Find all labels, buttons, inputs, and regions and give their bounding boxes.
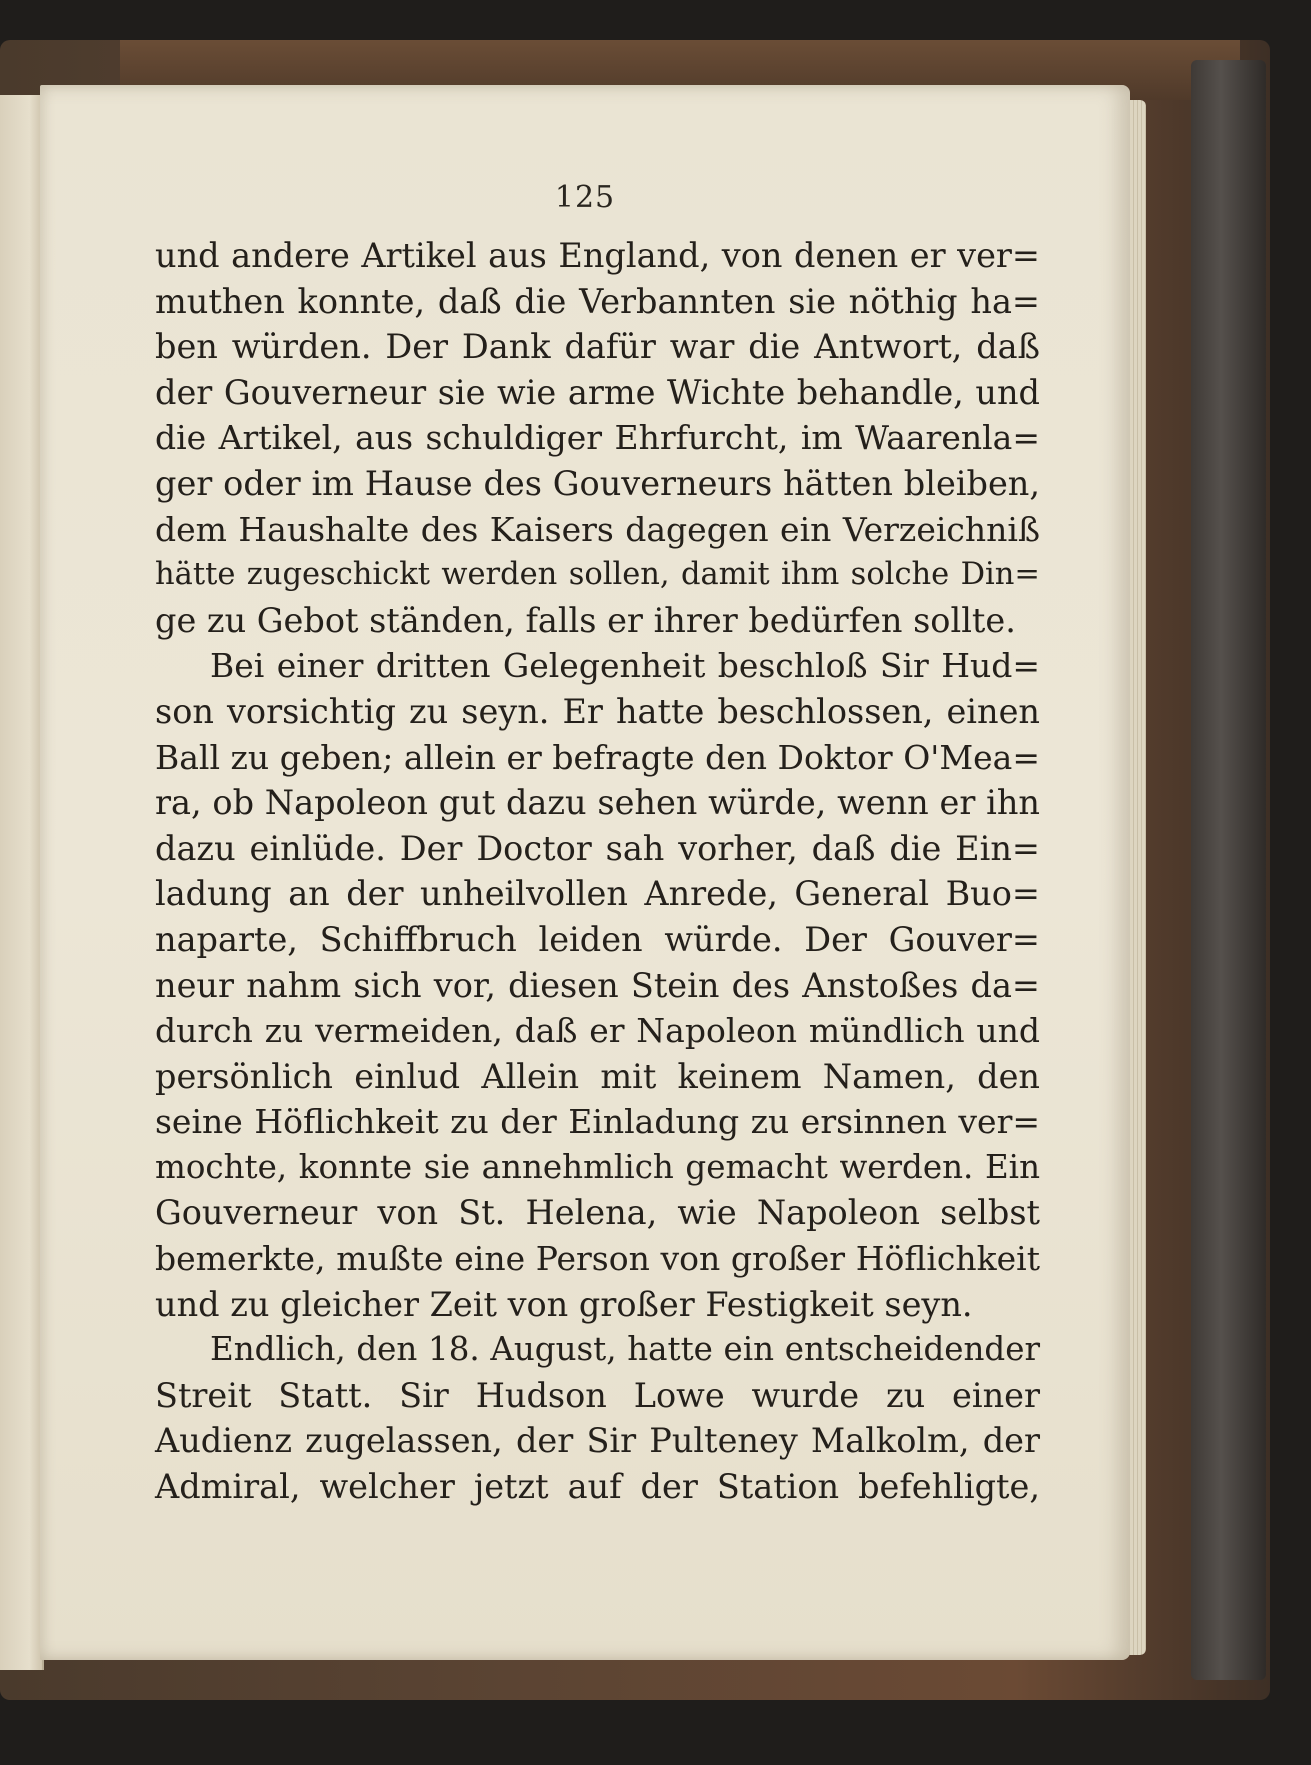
text-line: der Gouverneur sie wie arme Wichte behandle, und: [155, 372, 1040, 412]
text-line: Audienz zugelassen, der Sir Pulteney Malkolm, der: [155, 1421, 1040, 1461]
body-text: [155, 233, 1040, 1510]
text-line: son vorsichtig zu seyn. Er hatte beschlossen, einen: [155, 691, 1040, 731]
text-line: Bei einer dritten Gelegenheit beschloß Sir Hud=: [210, 646, 1040, 686]
text-line: Admiral, welcher jetzt auf der Station befehligte,: [155, 1467, 1040, 1507]
book-page: [40, 85, 1130, 1660]
text-line: und zu gleicher Zeit von großer Festigkeit seyn.: [155, 1284, 973, 1324]
text-line: und andere Artikel aus England, von denen er ver=: [155, 236, 1040, 275]
text-line: ladung an der unheilvollen Anrede, General Buo=: [155, 874, 1040, 914]
text-line: persönlich einlud Allein mit keinem Namen, den: [155, 1056, 1040, 1096]
text-line: dazu einlüde. Der Doctor sah vorher, daß die Ein=: [155, 828, 1040, 868]
text-line: durch zu vermeiden, daß er Napoleon mündlich und: [155, 1011, 1040, 1051]
binding-cloth-strip: [1191, 60, 1266, 1680]
text-line: die Artikel, aus schuldiger Ehrfurcht, im Waarenla=: [155, 418, 1040, 458]
text-line: ge zu Gebot ständen, falls er ihrer bedürfen sollte.: [155, 600, 1016, 640]
text-line: ben würden. Der Dank dafür war die Antwort, daß: [155, 327, 1040, 367]
text-line: mochte, konnte sie annehmlich gemacht werden. Ein: [155, 1147, 1040, 1186]
text-line: Streit Statt. Sir Hudson Lowe wurde zu einer: [155, 1375, 1040, 1415]
text-line: Gouverneur von St. Helena, wie Napoleon selbst: [155, 1193, 1040, 1233]
text-line: naparte, Schiffbruch leiden würde. Der Gouver=: [155, 919, 1040, 959]
text-line: Endlich, den 18. August, hatte ein entscheidender: [210, 1330, 1040, 1369]
page-number: 125: [554, 180, 616, 215]
text-line: ger oder im Hause des Gouverneurs hätten bleiben,: [155, 463, 1040, 503]
text-line: bemerkte, mußte eine Person von großer Höflichkeit: [155, 1239, 1040, 1279]
text-line: seine Höflichkeit zu der Einladung zu ersinnen ver=: [155, 1102, 1040, 1142]
text-line: dem Haushalte des Kaisers dagegen ein Verzeichniß: [155, 509, 1040, 549]
text-line: Ball zu geben; allein er befragte den Doktor O'Mea=: [155, 737, 1040, 777]
text-line: hätte zugeschickt werden sollen, damit ihm solche Din=: [155, 557, 1040, 593]
text-line: muthen konnte, daß die Verbannten sie nöthig ha=: [155, 281, 1040, 321]
text-line: ra, ob Napoleon gut dazu sehen würde, wenn er ihn: [155, 783, 1040, 823]
left-page-edge: [0, 95, 44, 1670]
text-line: neur nahm sich vor, diesen Stein des Anstoßes da=: [155, 965, 1040, 1005]
